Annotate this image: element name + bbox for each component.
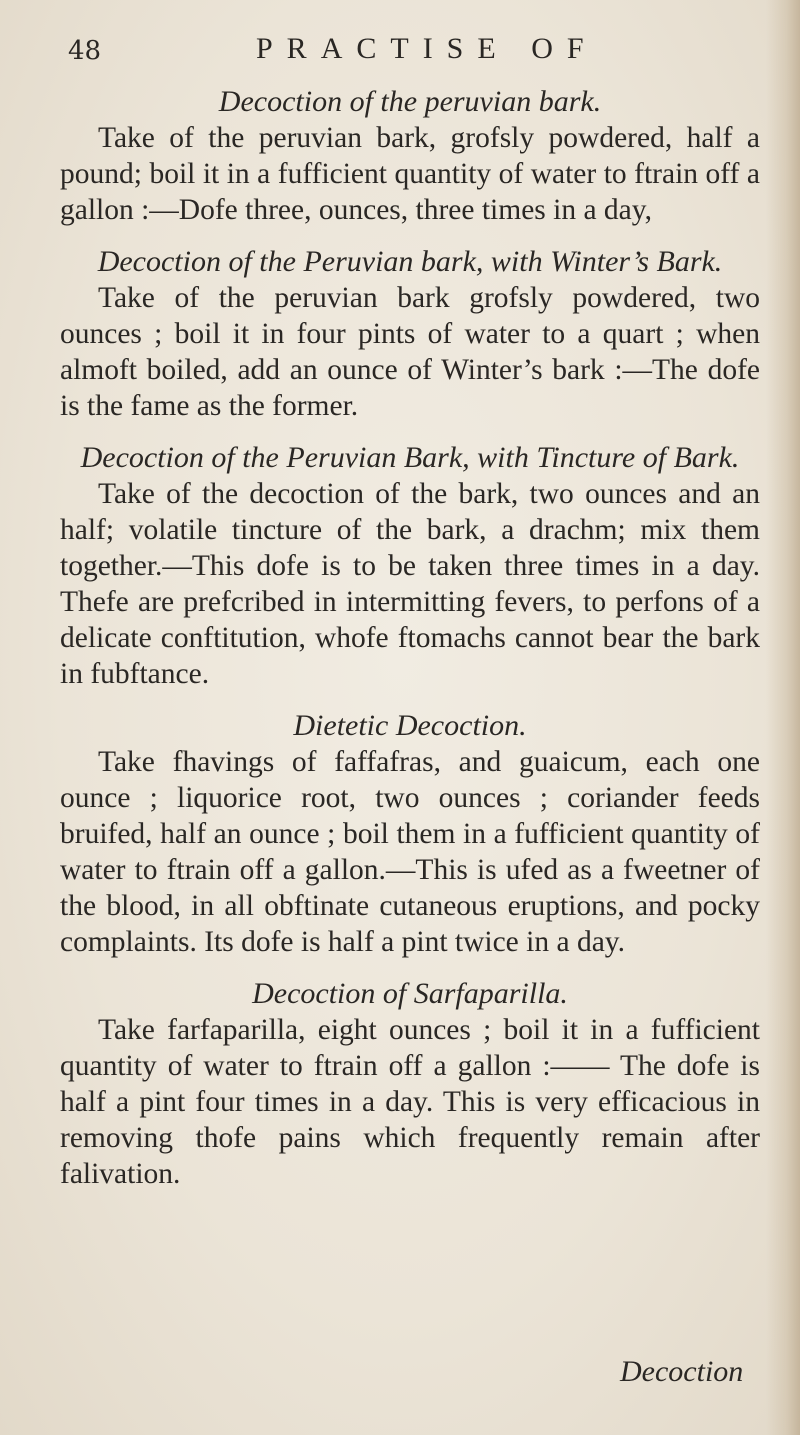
catchword: Decoction bbox=[620, 1355, 744, 1388]
running-head: PRACTISE OF bbox=[256, 32, 598, 65]
section-paragraph: Take of the peruvian bark grofsly powdered, two ounces ; boil it in four pints of water to a quart ; when almoft boiled, add an ounce of Winter’s bark :—The dofe is the fame as the former. bbox=[60, 282, 760, 422]
section-bark-winters-decoction bbox=[60, 244, 760, 424]
section-title: Decoction of the peruvian bark. bbox=[218, 85, 602, 118]
page-header bbox=[68, 32, 768, 76]
section-paragraph: Take fhavings of faffafras, and guaicum, each one ounce ; liquorice root, two ounces ; coriander feeds bruifed, half an ounce ; boil them in a fufficient quantity of water to ftrain off a gallon.—This is ufed as a fweetner of the blood, in all obftinate cutaneous eruptions, and pocky complaints. Its dofe is half a pint twice in a day. bbox=[60, 746, 760, 958]
page-edge-shadow bbox=[766, 0, 800, 1435]
section-title: Decoction of the Peruvian bark, with Winter’s Bark. bbox=[97, 245, 723, 278]
section-dietetic-decoction bbox=[60, 708, 760, 960]
section-paragraph: Take of the decoction of the bark, two ounces and an half; volatile tincture of the bark, a drachm; mix them together.—This dofe is to be taken three times in a day. Thefe are prefcribed in intermitting fevers, to perfons of a delicate conftitution, whofe ftomachs cannot bear the bark in fubftance. bbox=[60, 478, 760, 690]
section-sarsaparilla-decoction bbox=[60, 976, 760, 1192]
page-number: 48 bbox=[68, 36, 102, 66]
section-paragraph: Take farfaparilla, eight ounces ; boil it in a fufficient quantity of water to ftrain off a gallon :—— The dofe is half a pint four times in a day. This is very efficacious in removing thofe pains which frequently remain after falivation. bbox=[60, 1014, 760, 1190]
section-bark-decoction bbox=[60, 84, 760, 228]
section-title: Decoction of the Peruvian Bark, with Tincture of Bark. bbox=[80, 441, 740, 474]
section-title: Dietetic Decoction. bbox=[293, 709, 527, 742]
page-body bbox=[60, 84, 760, 1192]
section-title: Decoction of Sarfaparilla. bbox=[252, 977, 568, 1010]
section-paragraph: Take of the peruvian bark, grofsly powdered, half a pound; boil it in a fufficient quantity of water to ftrain off a gallon :—Dofe three, ounces, three times in a day, bbox=[60, 122, 760, 226]
section-bark-tincture-decoction bbox=[60, 440, 760, 692]
